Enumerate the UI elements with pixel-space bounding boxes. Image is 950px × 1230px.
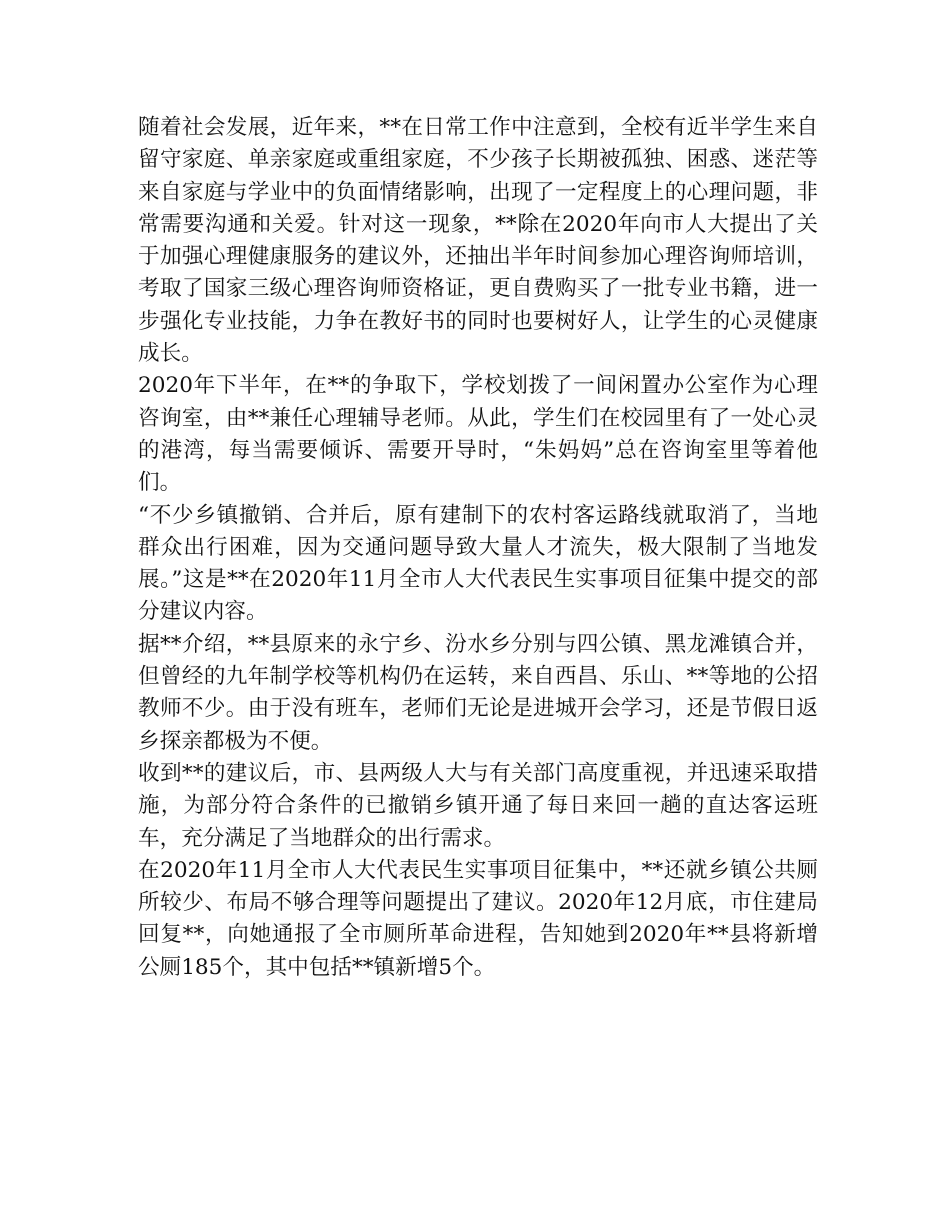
paragraph-2: 2020年下半年，在**的争取下，学校划拨了一间闲置办公室作为心理咨询室，由**兼任心理辅导老师。从此，学生们在校园里有了一处心灵的港湾，每当需要倾诉、需要开导时，“朱妈妈”总在咨询室里等着他们。 [138, 373, 818, 496]
paragraph-5: 收到**的建议后，市、县两级人大与有关部门高度重视，并迅速采取措施，为部分符合条件的已撤销乡镇开通了每日来回一趟的直达客运班车，充分满足了当地群众的出行需求。 [138, 760, 818, 851]
paragraph-3: “不少乡镇撤销、合并后，原有建制下的农村客运路线就取消了，当地群众出行困难，因为交通问题导致大量人才流失，极大限制了当地发展。”这是**在2020年11月全市人大代表民生实事项目征集中提交的部分建议内容。 [138, 502, 818, 625]
document-body [138, 112, 818, 984]
paragraph-6: 在2020年11月全市人大代表民生实事项目征集中，**还就乡镇公共厕所较少、布局不够合理等问题提出了建议。2020年12月底，市住建局回复**，向她通报了全市厕所革命进程，告知她到2020年**县将新增公厕185个，其中包括**镇新增5个。 [138, 857, 818, 980]
paragraph-1: 随着社会发展，近年来，**在日常工作中注意到，全校有近半学生来自留守家庭、单亲家庭或重组家庭，不少孩子长期被孤独、困惑、迷茫等来自家庭与学业中的负面情绪影响，出现了一定程度上的心理问题，非常需要沟通和关爱。针对这一现象，**除在2020年向市人大提出了关于加强心理健康服务的建议外，还抽出半年时间参加心理咨询师培训，考取了国家三级心理咨询师资格证，更自费购买了一批专业书籍，进一步强化专业技能，力争在教好书的同时也要树好人，让学生的心灵健康成长。 [138, 115, 818, 367]
paragraph-4: 据**介绍，**县原来的永宁乡、汾水乡分别与四公镇、黑龙滩镇合并，但曾经的九年制学校等机构仍在运转，来自西昌、乐山、**等地的公招教师不少。由于没有班车，老师们无论是进城开会学习，还是节假日返乡探亲都极为不便。 [138, 631, 818, 754]
